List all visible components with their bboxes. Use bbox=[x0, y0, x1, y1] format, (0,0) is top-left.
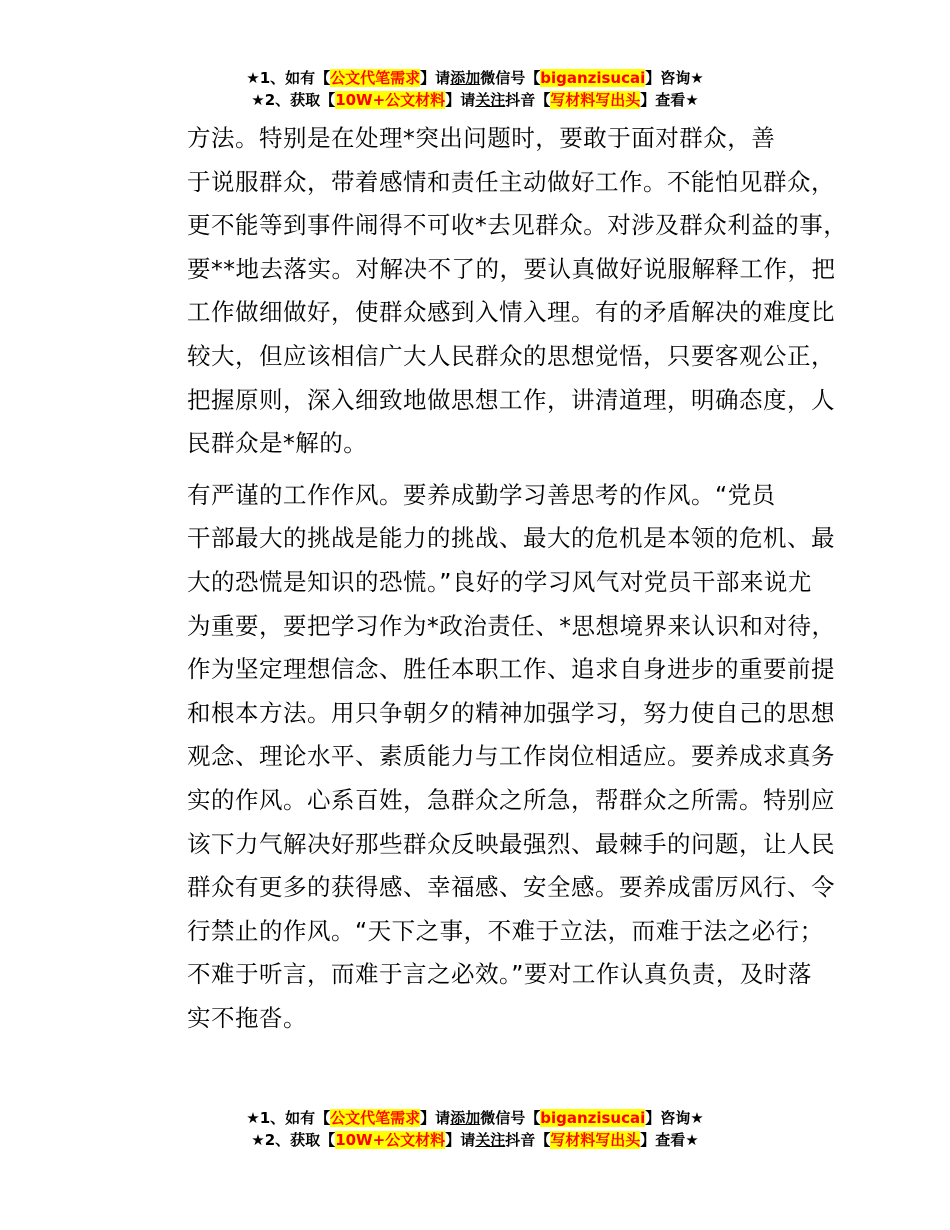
header-line1-prefix: ★1、如有【 bbox=[246, 69, 331, 87]
footer-line2-highlight-materials: 10W+公文材料 bbox=[335, 1131, 446, 1149]
text-line: 民群众是*解的。 bbox=[187, 429, 368, 458]
text-line: 方法。特别是在处理*突出问题时，要敢于面对群众，善 bbox=[187, 124, 776, 152]
text-line: 和根本方法。用只争朝夕的精神加强学习，努力使自己的思想 bbox=[187, 698, 835, 727]
footer-line2-text-2: 抖音【 bbox=[505, 1131, 551, 1149]
text-line: 实的作风。心系百姓，急群众之所急，帮群众之所需。特别应 bbox=[187, 785, 835, 814]
header-line2-suffix: 】查看★ bbox=[640, 91, 699, 109]
text-line: 不难于听言，而难于言之必效。”要对工作认真负责，及时落 bbox=[187, 960, 812, 989]
footer-line1-text: 】请 bbox=[420, 1109, 451, 1127]
body-paragraph-2 bbox=[140, 474, 836, 1041]
text-line: 于说服群众，带着感情和责任主动做好工作。不能怕见群众， bbox=[187, 167, 835, 196]
header-line1-text: 】请 bbox=[420, 69, 451, 87]
header-line2-underlined: 关注 bbox=[475, 91, 506, 109]
header-line1-highlight-service: 公文代笔需求 bbox=[330, 69, 421, 87]
footer-line1-highlight-service: 公文代笔需求 bbox=[330, 1109, 421, 1127]
header-line1-underlined: 添加 bbox=[450, 69, 481, 87]
text-line: 实不拖沓。 bbox=[187, 1003, 307, 1032]
footer-line1-underlined: 添加 bbox=[450, 1109, 481, 1127]
footer-line2-suffix: 】查看★ bbox=[640, 1131, 699, 1149]
footer-line1-prefix: ★1、如有【 bbox=[246, 1109, 331, 1127]
footer-promo-line-2 bbox=[0, 1129, 950, 1151]
text-line: 群众有更多的获得感、幸福感、安全感。要养成雷厉风行、令 bbox=[187, 873, 835, 902]
footer-line1-text-2: 微信号【 bbox=[480, 1109, 541, 1127]
text-line: 较大，但应该相信广大人民群众的思想觉悟，只要客观公正， bbox=[187, 341, 835, 370]
header-line1-suffix: 】咨询★ bbox=[645, 69, 704, 87]
text-line: 大的恐慌是知识的恐慌。”良好的学习风气对党员干部来说尤 bbox=[187, 567, 812, 596]
header-line2-highlight-account: 写材料写出头 bbox=[550, 91, 641, 109]
header-line2-prefix: ★2、获取【 bbox=[251, 91, 336, 109]
footer-line2-text: 】请 bbox=[445, 1131, 476, 1149]
text-line: 更不能等到事件闹得不可收*去见群众。对涉及群众利益的事， bbox=[187, 211, 848, 240]
text-line: 工作做细做好，使群众感到入情入理。有的矛盾解决的难度比 bbox=[187, 298, 835, 327]
text-line: 把握原则，深入细致地做思想工作，讲清道理，明确态度，人 bbox=[187, 385, 835, 414]
text-line: 该下力气解决好那些群众反映最强烈、最棘手的问题，让人民 bbox=[187, 829, 835, 858]
text-line: 干部最大的挑战是能力的挑战、最大的危机是本领的危机、最 bbox=[187, 524, 835, 553]
footer-promo-line-1 bbox=[0, 1107, 950, 1129]
body-paragraph-1 bbox=[140, 117, 848, 466]
text-line: 观念、理论水平、素质能力与工作岗位相适应。要养成求真务 bbox=[187, 742, 835, 771]
text-line: 行禁止的作风。“天下之事，不难于立法，而难于法之必行； bbox=[187, 916, 824, 945]
footer-line1-highlight-wechat-id: biganzisucai bbox=[540, 1109, 646, 1127]
header-promo-line-2 bbox=[0, 89, 950, 111]
header-line2-text-2: 抖音【 bbox=[505, 91, 551, 109]
header-promo-line-1 bbox=[0, 67, 950, 89]
footer-line2-prefix: ★2、获取【 bbox=[251, 1131, 336, 1149]
footer-line1-suffix: 】咨询★ bbox=[645, 1109, 704, 1127]
header-line1-highlight-wechat-id: biganzisucai bbox=[540, 69, 646, 87]
text-line: 要**地去落实。对解决不了的，要认真做好说服解释工作，把 bbox=[187, 254, 836, 283]
footer-banner bbox=[0, 1107, 950, 1151]
text-line: 作为坚定理想信念、胜任本职工作、追求自身进步的重要前提 bbox=[187, 655, 835, 684]
header-line1-text-2: 微信号【 bbox=[480, 69, 541, 87]
document-body bbox=[140, 117, 848, 1040]
footer-line2-underlined: 关注 bbox=[475, 1131, 506, 1149]
text-line: 为重要，要把学习作为*政治责任、*思想境界来认识和对待， bbox=[187, 611, 836, 640]
header-line2-text: 】请 bbox=[445, 91, 476, 109]
text-line: 有严谨的工作作风。要养成勤学习善思考的作风。“党员 bbox=[187, 480, 776, 509]
header-line2-highlight-materials: 10W+公文材料 bbox=[335, 91, 446, 109]
footer-line2-highlight-account: 写材料写出头 bbox=[550, 1131, 641, 1149]
header-banner bbox=[0, 67, 950, 111]
